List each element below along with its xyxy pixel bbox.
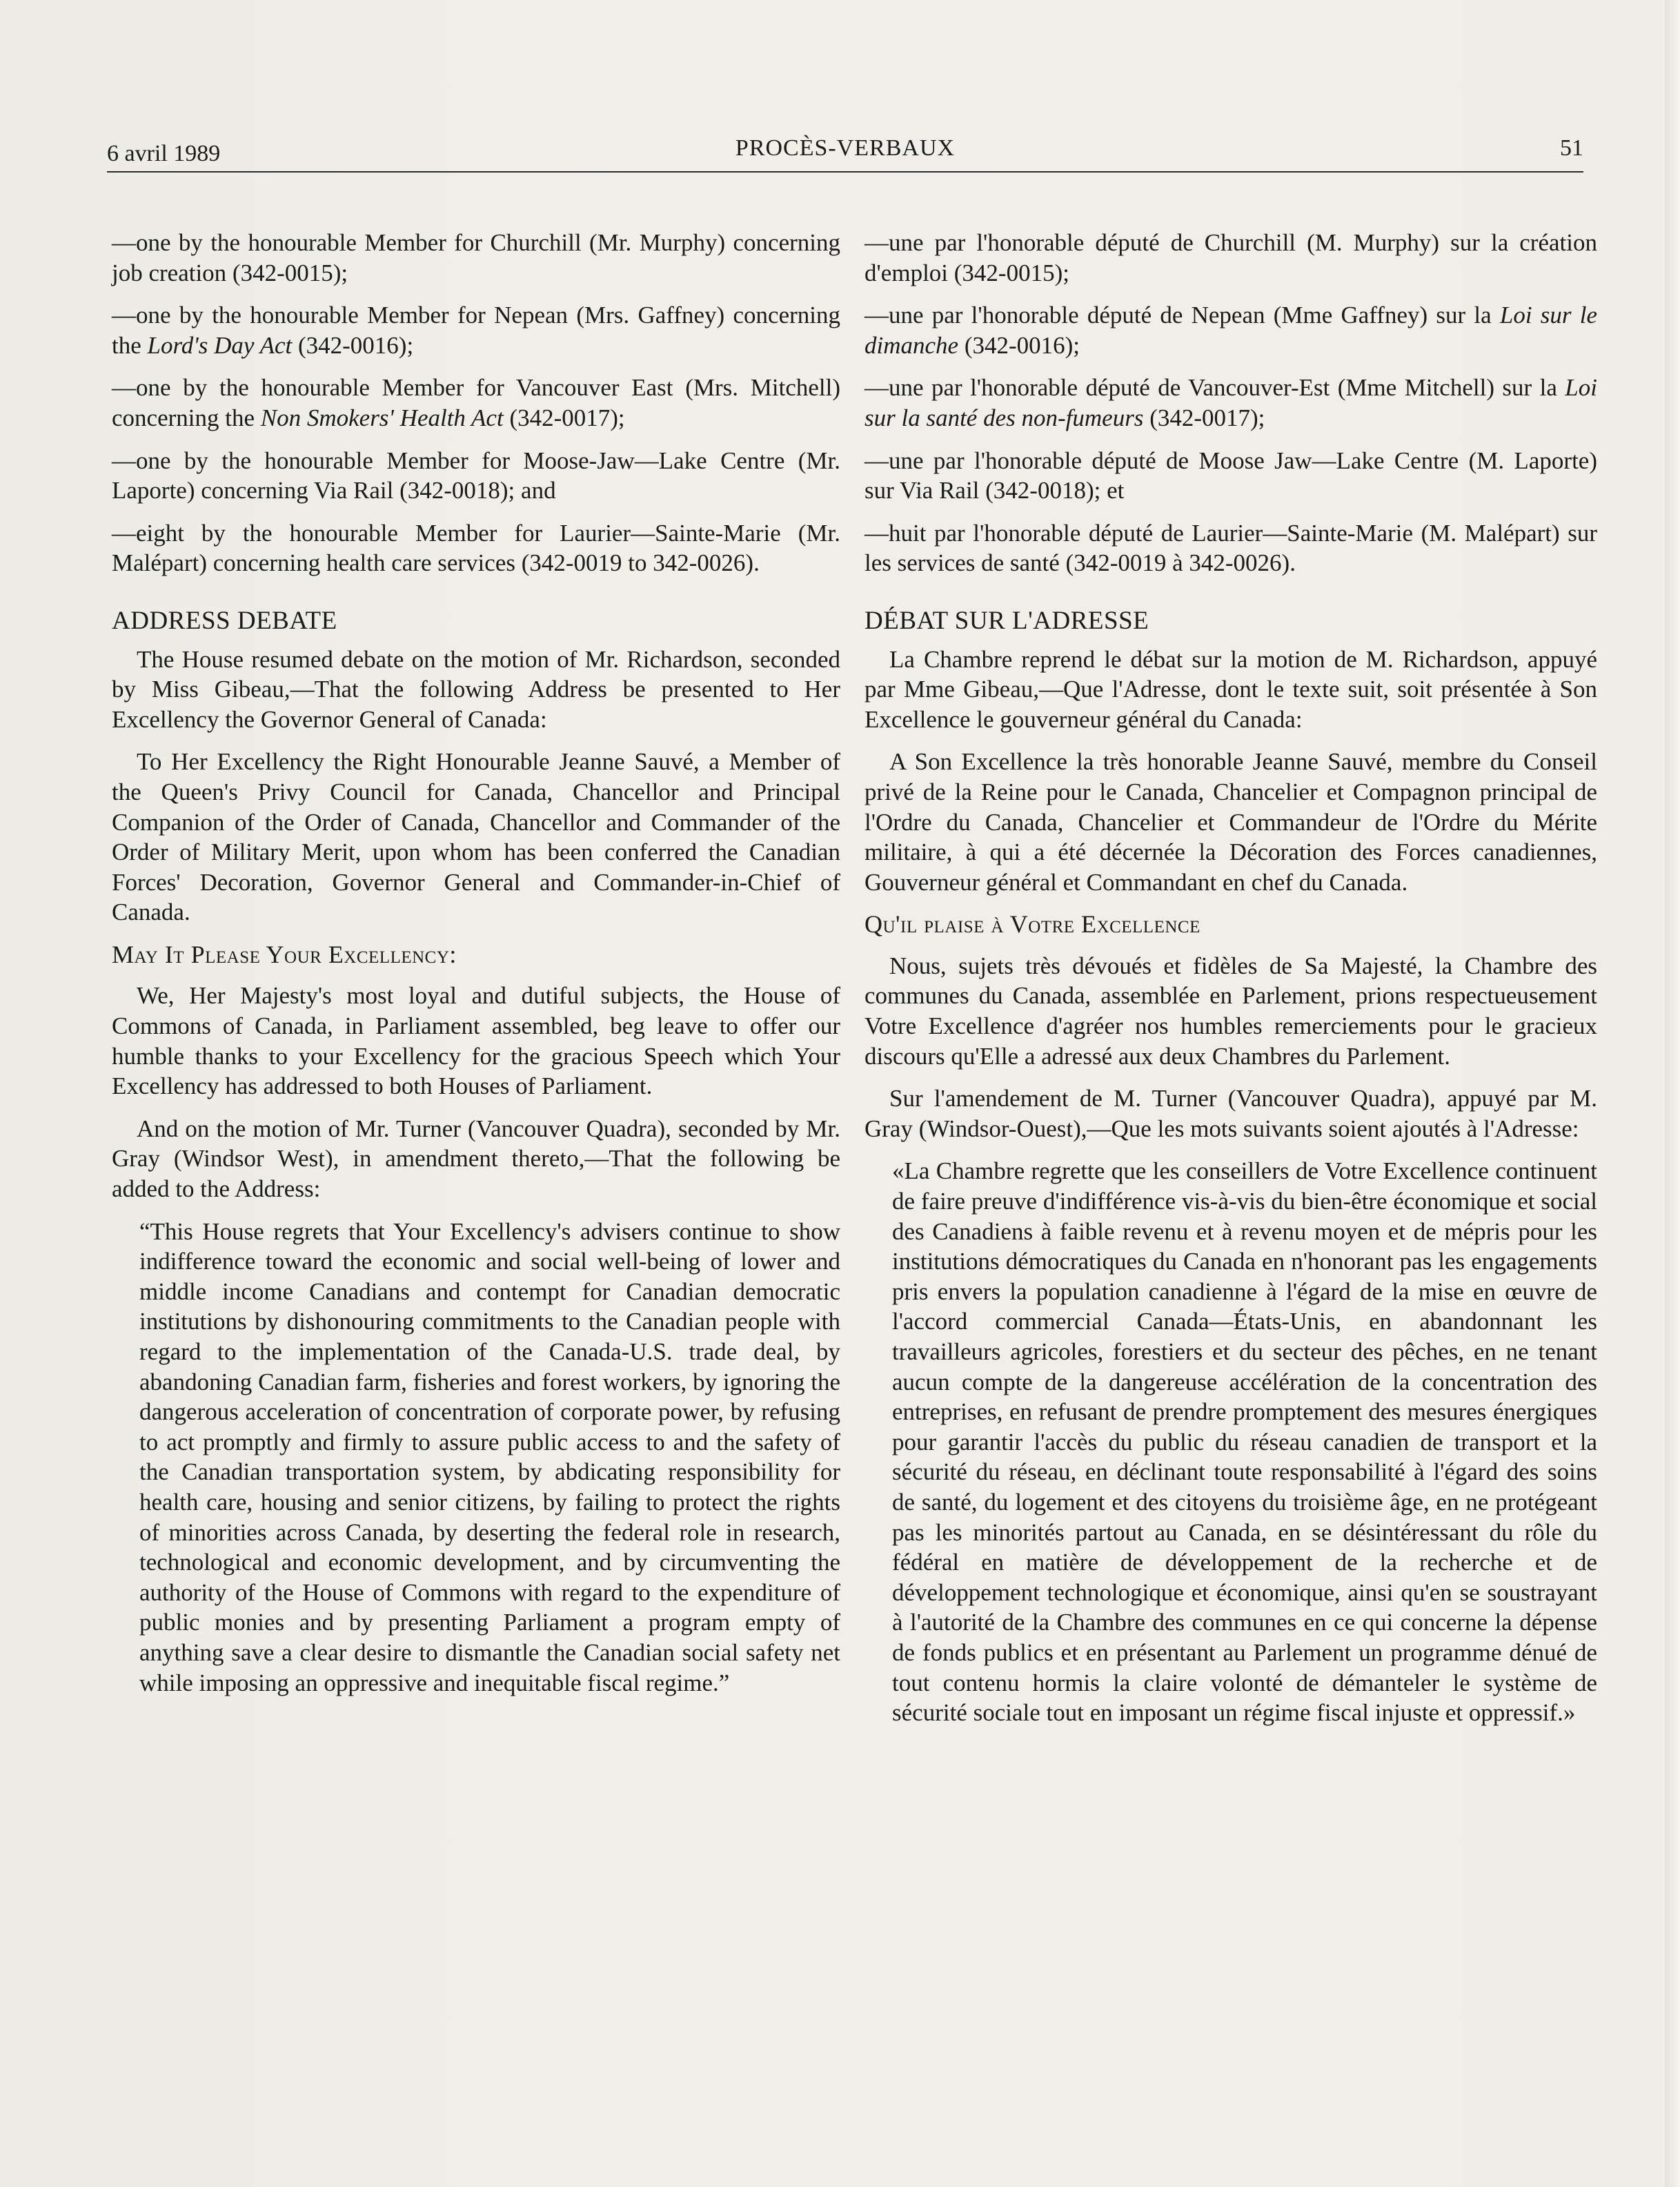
petition-item: —one by the honourable Member for Moose-Jaw—Lake Centre (Mr. Laporte) concerning Via Rail (342-0018); and	[112, 447, 840, 504]
page-edge	[1665, 0, 1680, 2187]
petition-item: —une par l'honorable député de Churchill (M. Murphy) sur la création d'emploi (342-0015);	[864, 229, 1597, 286]
section-heading: DÉBAT SUR L'ADRESSE	[864, 606, 1149, 635]
section-heading: ADDRESS DEBATE	[112, 606, 337, 635]
amendment-intro: Sur l'amendement de M. Turner (Vancouver Quadra), appuyé par M. Gray (Windsor-Ouest),—Que les mots suivants soient ajoutés à l'Adresse:	[864, 1085, 1597, 1142]
amendment-text: «La Chambre regrette que les conseillers de Votre Excellence continuent de faire preuve d'indifférence vis-à-vis du bien-être économique et social des Canadiens à faible revenu et à revenu moyen et de mépris pour les institutions démocratiques du Canada en n'honorant pas les engagements pris envers la population canadienne à l'égard de la mise en œuvre de l'accord commercial Canada—États-Unis, en abandonnant les travailleurs agricoles, forestiers et du secteur des pêches, en ne tenant aucun compte de la dangereuse accélération de la concentration des entreprises, en refusant de prendre promptement des mesures énergiques pour garantir l'accès du public du réseau canadien de transport et la sécurité du réseau, en déclinant toute responsabilité à l'égard des soins de santé, du logement et des citoyens du troisième âge, en ne protégeant pas les minorités partout au Canada, en se désintéressant du rôle du fédéral en matière de développement de la recherche et de développement technologique et économique, ainsi qu'en se soustrayant à l'autorité de la Chambre des communes en ce qui concerne la dépense de fonds publics et en présentant au Parlement un programme dénué de tout contenu hormis la claire volonté de démanteler le système de sécurité sociale tout en imposant un régime fiscal injuste et oppressif.»	[892, 1157, 1597, 1727]
salutation: May It Please Your Excellency:	[112, 940, 457, 968]
english-column	[112, 228, 840, 1710]
amendment-quote	[112, 1217, 840, 1698]
header-rule	[107, 171, 1583, 173]
amendment-quote	[864, 1156, 1597, 1727]
address-body: Nous, sujets très dévoués et fidèles de Sa Majesté, la Chambre des communes du Canada, assemblée en Parlement, prions respectueusement Votre Excellence d'agréer nos humbles remerciements pour le gracieux discours qu'Elle a adressé aux deux Chambres du Parlement.	[864, 952, 1597, 1070]
petition-item: —huit par l'honorable député de Laurier—Sainte-Marie (M. Malépart) sur les services de santé (342-0019 à 342-0026).	[864, 519, 1597, 577]
amendment-intro: And on the motion of Mr. Turner (Vancouver Quadra), seconded by Mr. Gray (Windsor West), in amendment thereto,—That the following be added to the Address:	[112, 1115, 840, 1203]
header-page-number: 51	[1560, 135, 1583, 161]
debate-intro: The House resumed debate on the motion of Mr. Richardson, seconded by Miss Gibeau,—That the following Address be presented to Her Excellency the Governor General of Canada:	[112, 645, 840, 733]
page-header	[107, 135, 1583, 170]
petition-item: —une par l'honorable député de Vancouver-Est (Mme Mitchell) sur la Loi sur la santé des non-fumeurs (342-0017);	[864, 374, 1597, 431]
petition-item: —one by the honourable Member for Vancouver East (Mrs. Mitchell) concerning the Non Smokers' Health Act (342-0017);	[112, 374, 840, 431]
amendment-text: “This House regrets that Your Excellency's advisers continue to show indifference toward the economic and social well-being of lower and middle income Canadians and contempt for Canadian democratic institutions by dishonouring commitments to the Canadian people with regard to the implementation of the Canada-U.S. trade deal, by abandoning Canadian farm, fisheries and forest workers, by ignoring the dangerous acceleration of concentration of corporate power, by refusing to act promptly and firmly to assure public access to and the safety of the Canadian transportation system, by abdicating responsibility for health care, housing and senior citizens, by failing to protect the rights of minorities across Canada, by deserting the federal role in research, technological and economic development, and by circumventing the authority of the House of Commons with regard to the expenditure of public monies and by presenting Parliament a program empty of anything save a clear desire to dismantle the Canadian social safety net while imposing an oppressive and inequitable fiscal regime.”	[139, 1217, 840, 1696]
petition-item: —une par l'honorable député de Moose Jaw—Lake Centre (M. Laporte) sur Via Rail (342-0018); et	[864, 447, 1597, 504]
petition-item: —une par l'honorable député de Nepean (Mme Gaffney) sur la Loi sur le dimanche (342-0016);	[864, 302, 1597, 359]
french-column	[864, 228, 1597, 1740]
salutation: Qu'il plaise à Votre Excellence	[864, 910, 1200, 939]
address-body: We, Her Majesty's most loyal and dutiful subjects, the House of Commons of Canada, in Parliament assembled, beg leave to offer our humble thanks to your Excellency for the gracious Speech which Your Excellency has addressed to both Houses of Parliament.	[112, 982, 840, 1100]
petition-item: —one by the honourable Member for Nepean (Mrs. Gaffney) concerning the Lord's Day Act (342-0016);	[112, 302, 840, 359]
debate-intro: La Chambre reprend le débat sur la motion de M. Richardson, appuyé par Mme Gibeau,—Que l'Adresse, dont le texte suit, soit présentée à Son Excellence le gouverneur général du Canada:	[864, 645, 1597, 733]
petition-item: —eight by the honourable Member for Laurier—Sainte-Marie (Mr. Malépart) concerning health care services (342-0019 to 342-0026).	[112, 519, 840, 577]
address-recipient: A Son Excellence la très honorable Jeanne Sauvé, membre du Conseil privé de la Reine pour le Canada, Chancelier et Compagnon principal de l'Ordre du Canada, Chancelier et Commandeur de l'Ordre du Mérite militaire, à qui a été décernée la Décoration des Forces canadiennes, Gouverneur général et Commandant en chef du Canada.	[864, 748, 1597, 896]
petition-item: —one by the honourable Member for Churchill (Mr. Murphy) concerning job creation (342-0015);	[112, 229, 840, 286]
address-recipient: To Her Excellency the Right Honourable Jeanne Sauvé, a Member of the Queen's Privy Council for Canada, Chancellor and Principal Companion of the Order of Canada, Chancellor and Commander of the Order of Military Merit, upon whom has been conferred the Canadian Forces' Decoration, Governor General and Commander-in-Chief of Canada.	[112, 748, 840, 926]
header-title: PROCÈS-VERBAUX	[735, 135, 956, 161]
header-date: 6 avril 1989	[107, 141, 221, 166]
